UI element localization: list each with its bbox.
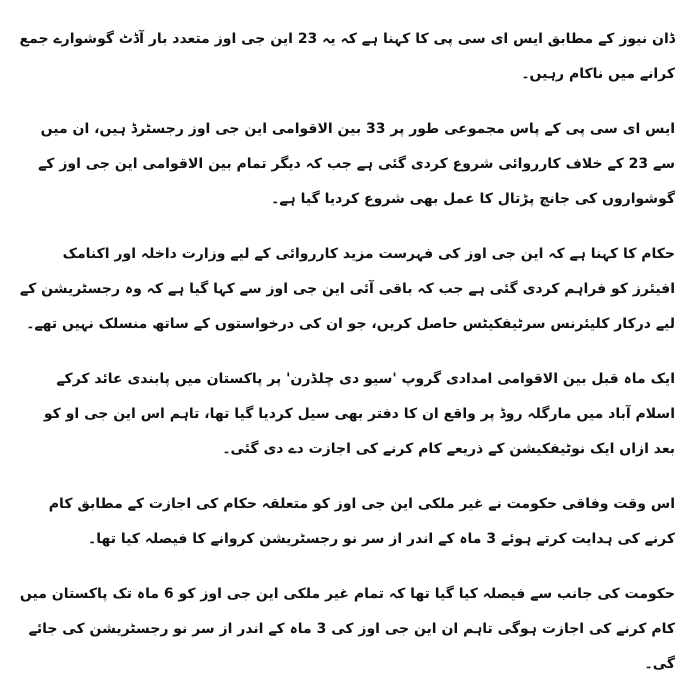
article-paragraph: ایک ماہ قبل بین الاقوامی امدادی گروپ 'سیو دی چلڈرن' پر پاکستان میں پابندی عائد کرکے اسلام آباد میں مارگلہ روڈ پر واقع ان کا دفتر بھی سیل کردیا گیا تھا، تاہم اس این جی او کو بعد ازاں ایک نوٹیفکیشن کے ذریعے کام کرنے کی اجازت دے دی گئی۔ xyxy=(43,371,675,457)
article-paragraph: حکومت کی جانب سے فیصلہ کیا گیا تھا کہ تمام غیر ملکی این جی اوز کو 6 ماہ تک پاکستان میں کام کرنے کی اجازت ہوگی تاہم ان این جی اوز کی 3 ماہ کے اندر از سر نو رجسٹریشن کی جائے گی۔ xyxy=(19,586,675,672)
article-paragraph: اس وقت وفاقی حکومت نے غیر ملکی این جی اوز کو متعلقہ حکام کی اجازت کے مطابق کام کرنے کی ہدایت کرتے ہوئے 3 ماہ کے اندر از سر نو رجسٹریشن کروانے کا فیصلہ کیا تھا۔ xyxy=(48,496,675,547)
article-paragraph: حکام کا کہنا ہے کہ این جی اوز کی فہرست مزید کارروائی کے لیے وزارت داخلہ اور اکنامک افیئرز کو فراہم کردی گئی ہے جب کہ باقی آئی این جی اوز سے کہا گیا ہے کہ وہ رجسٹریشن کے لیے درکار کلیئرنس سرٹیفکیٹس حاصل کریں، جو ان کی درخواستوں کے ساتھ منسلک نہیں تھے۔ xyxy=(19,246,675,332)
article-paragraph: ایس ای سی پی کے پاس مجموعی طور پر 33 بین الاقوامی این جی اوز رجسٹرڈ ہیں، ان میں سے 23 کے خلاف کارروائی شروع کردی گئی ہے جب کہ دیگر تمام بین الاقوامی این جی اوز کے گوشواروں کی جانچ پڑتال کا عمل بھی شروع کردیا گیا ہے۔ xyxy=(38,121,675,207)
article-paragraph: ڈان نیوز کے مطابق ایس ای سی پی کا کہنا ہے کہ یہ 23 این جی اوز متعدد بار آڈٹ گوشوارے جمع کرانے میں ناکام رہیں۔ xyxy=(19,31,675,82)
